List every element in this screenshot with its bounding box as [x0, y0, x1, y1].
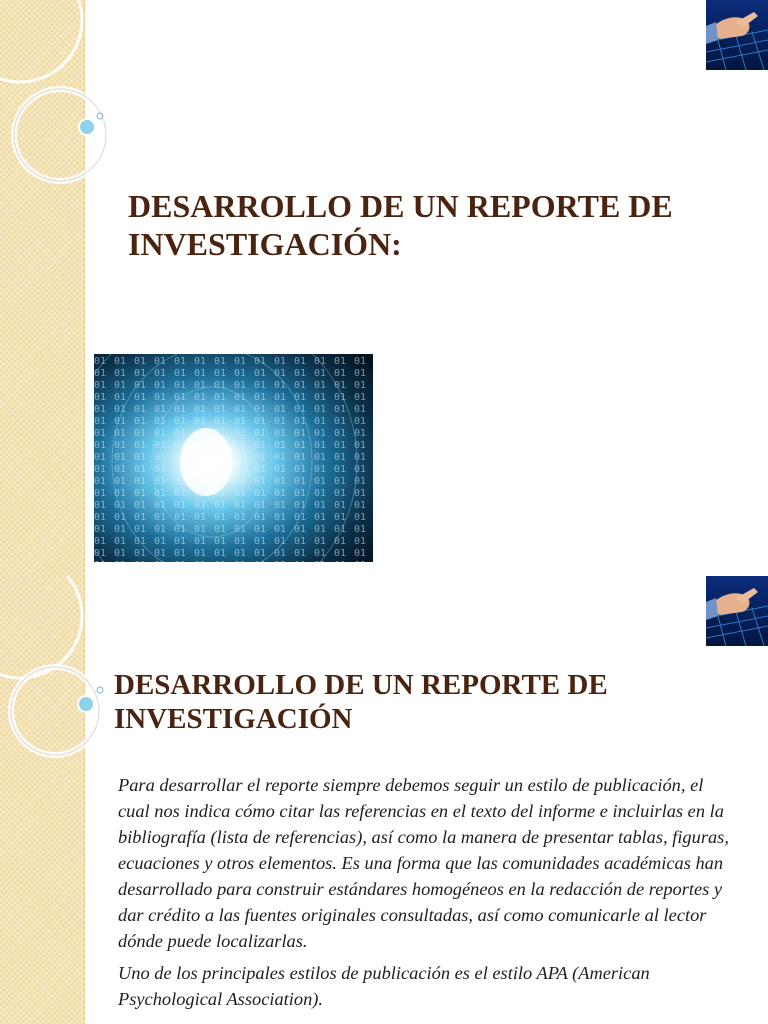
binary-tunnel-image	[94, 354, 373, 562]
slide-1-title: DESARROLLO DE UN REPORTE DE INVESTIGACIÓN:	[128, 188, 673, 262]
slide-2	[0, 576, 768, 1024]
decorative-rings-icon	[0, 0, 140, 200]
slide-2-body	[118, 772, 738, 1018]
body-paragraph: Uno de los principales estilos de publicación es el estilo APA (American Psychological Association).	[118, 963, 650, 1009]
corner-keyboard-hand-icon	[706, 0, 768, 70]
corner-keyboard-hand-icon	[706, 576, 768, 646]
slide-2-title: DESARROLLO DE UN REPORTE DE INVESTIGACIÓN	[114, 669, 608, 736]
body-paragraph: Para desarrollar el reporte siempre debemos seguir un estilo de publicación, el cual nos indica cómo citar las referencias en el texto del informe e incluirlas en la bibliografía (lista de referencias), así como la manera de presentar tablas, figuras, ecuaciones y otros elementos. Es una forma que las comunidades académicas han desarrollado para construir estándares homogéneos en la redacción de reportes y dar crédito a las fuentes originales consultadas, así como comunicarle al lector dónde puede localizarlas.	[118, 775, 729, 951]
